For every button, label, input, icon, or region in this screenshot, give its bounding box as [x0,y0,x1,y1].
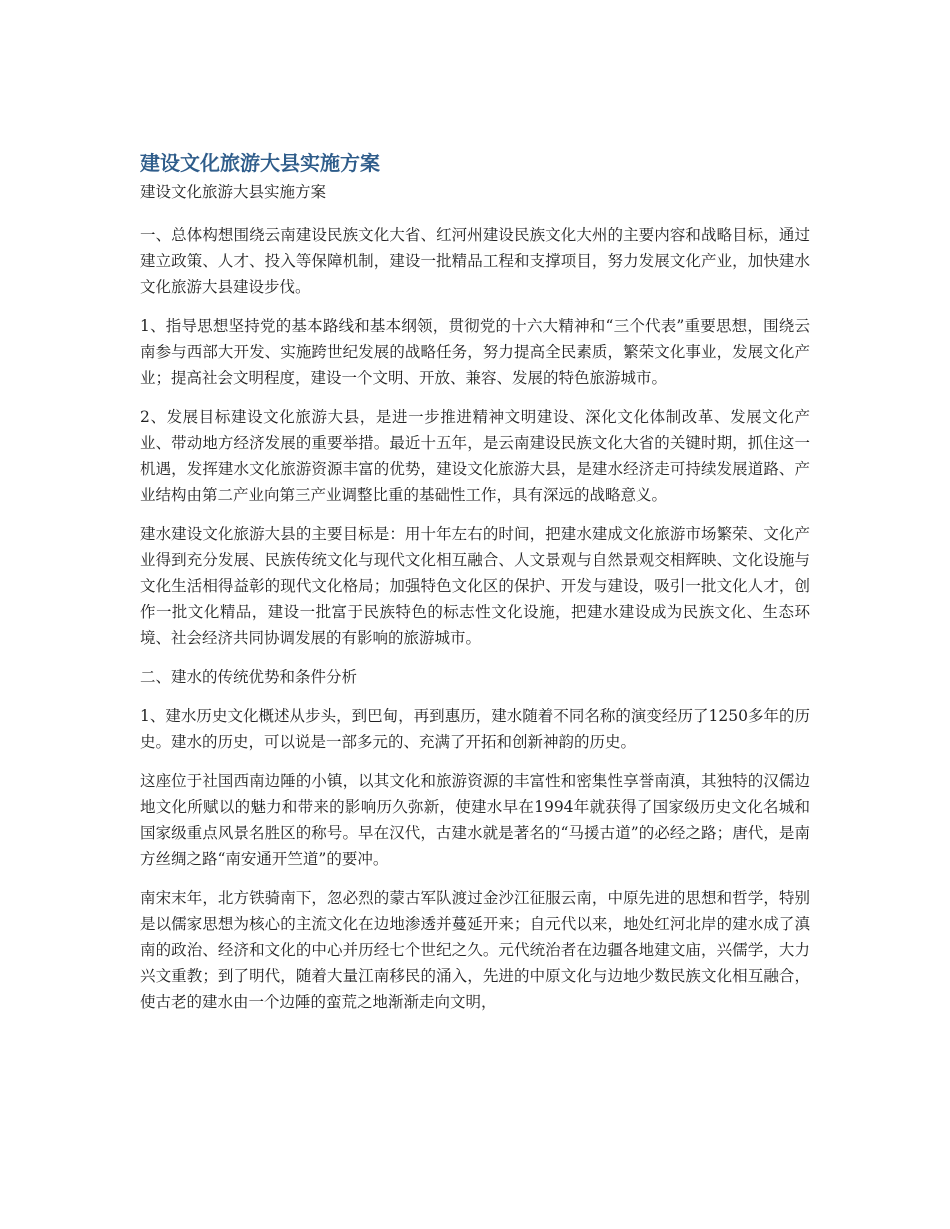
paragraph: 南宋末年，北方铁骑南下，忽必烈的蒙古军队渡过金沙江征服云南，中原先进的思想和哲学，特别是以儒家思想为核心的主流文化在边地渗透并蔓延开来；自元代以来，地处红河北岸的建水成了滇南的政治、经济和文化的中心并历经七个世纪之久。元代统治者在边疆各地建文庙，兴儒学，大力兴文重教；到了明代，随着大量江南移民的涌入，先进的中原文化与边地少数民族文化相互融合，使古老的建水由一个边陲的蛮荒之地渐渐走向文明， [140,889,810,1011]
document-subtitle: 建设文化旅游大县实施方案 [140,183,327,201]
paragraph: 这座位于社国西南边陲的小镇，以其文化和旅游资源的丰富性和密集性享誉南滇，其独特的汉儒边地文化所赋以的魅力和带来的影响历久弥新，使建水早在1994年就获得了国家级历史文化名城和国家级重点风景名胜区的称号。早在汉代，古建水就是著名的“马援古道”的必经之路；唐代，是南方丝绸之路“南安通开竺道”的要冲。 [140,772,810,868]
document-title: 建设文化旅游大县实施方案 [140,151,380,175]
paragraph: 一、总体构想围绕云南建设民族文化大省、红河州建设民族文化大州的主要内容和战略目标，通过建立政策、人才、投入等保障机制，建设一批精品工程和支撑项目，努力发展文化产业，加快建水文化旅游大县建设步伐。 [140,226,810,296]
section-heading: 二、建水的传统优势和条件分析 [140,668,358,686]
paragraph: 2、发展目标建设文化旅游大县，是进一步推进精神文明建设、深化文化体制改革、发展文化产业、带动地方经济发展的重要举措。最近十五年，是云南建设民族文化大省的关键时期，抓住这一机遇，发挥建水文化旅游资源丰富的优势，建设文化旅游大县，是建水经济走可持续发展道路、产业结构由第二产业向第三产业调整比重的基础性工作，具有深远的战略意义。 [140,408,810,504]
paragraph: 1、建水历史文化概述从步头，到巴甸，再到惠历，建水随着不同名称的演变经历了1250多年的历史。建水的历史，可以说是一部多元的、充满了开拓和创新神韵的历史。 [140,707,810,751]
document-page [140,148,810,1028]
paragraph: 1、指导思想坚持党的基本路线和基本纲领，贯彻党的十六大精神和“三个代表”重要思想，围绕云南参与西部大开发、实施跨世纪发展的战略任务，努力提高全民素质，繁荣文化事业，发展文化产业；提高社会文明程度，建设一个文明、开放、兼容、发展的特色旅游城市。 [140,317,810,387]
paragraph: 建水建设文化旅游大县的主要目标是：用十年左右的时间，把建水建成文化旅游市场繁荣、文化产业得到充分发展、民族传统文化与现代文化相互融合、人文景观与自然景观交相辉映、文化设施与文化生活相得益彰的现代文化格局；加强特色文化区的保护、开发与建设，吸引一批文化人才，创作一批文化精品，建设一批富于民族特色的标志性文化设施，把建水建设成为民族文化、生态环境、社会经济共同协调发展的有影响的旅游城市。 [140,525,810,647]
